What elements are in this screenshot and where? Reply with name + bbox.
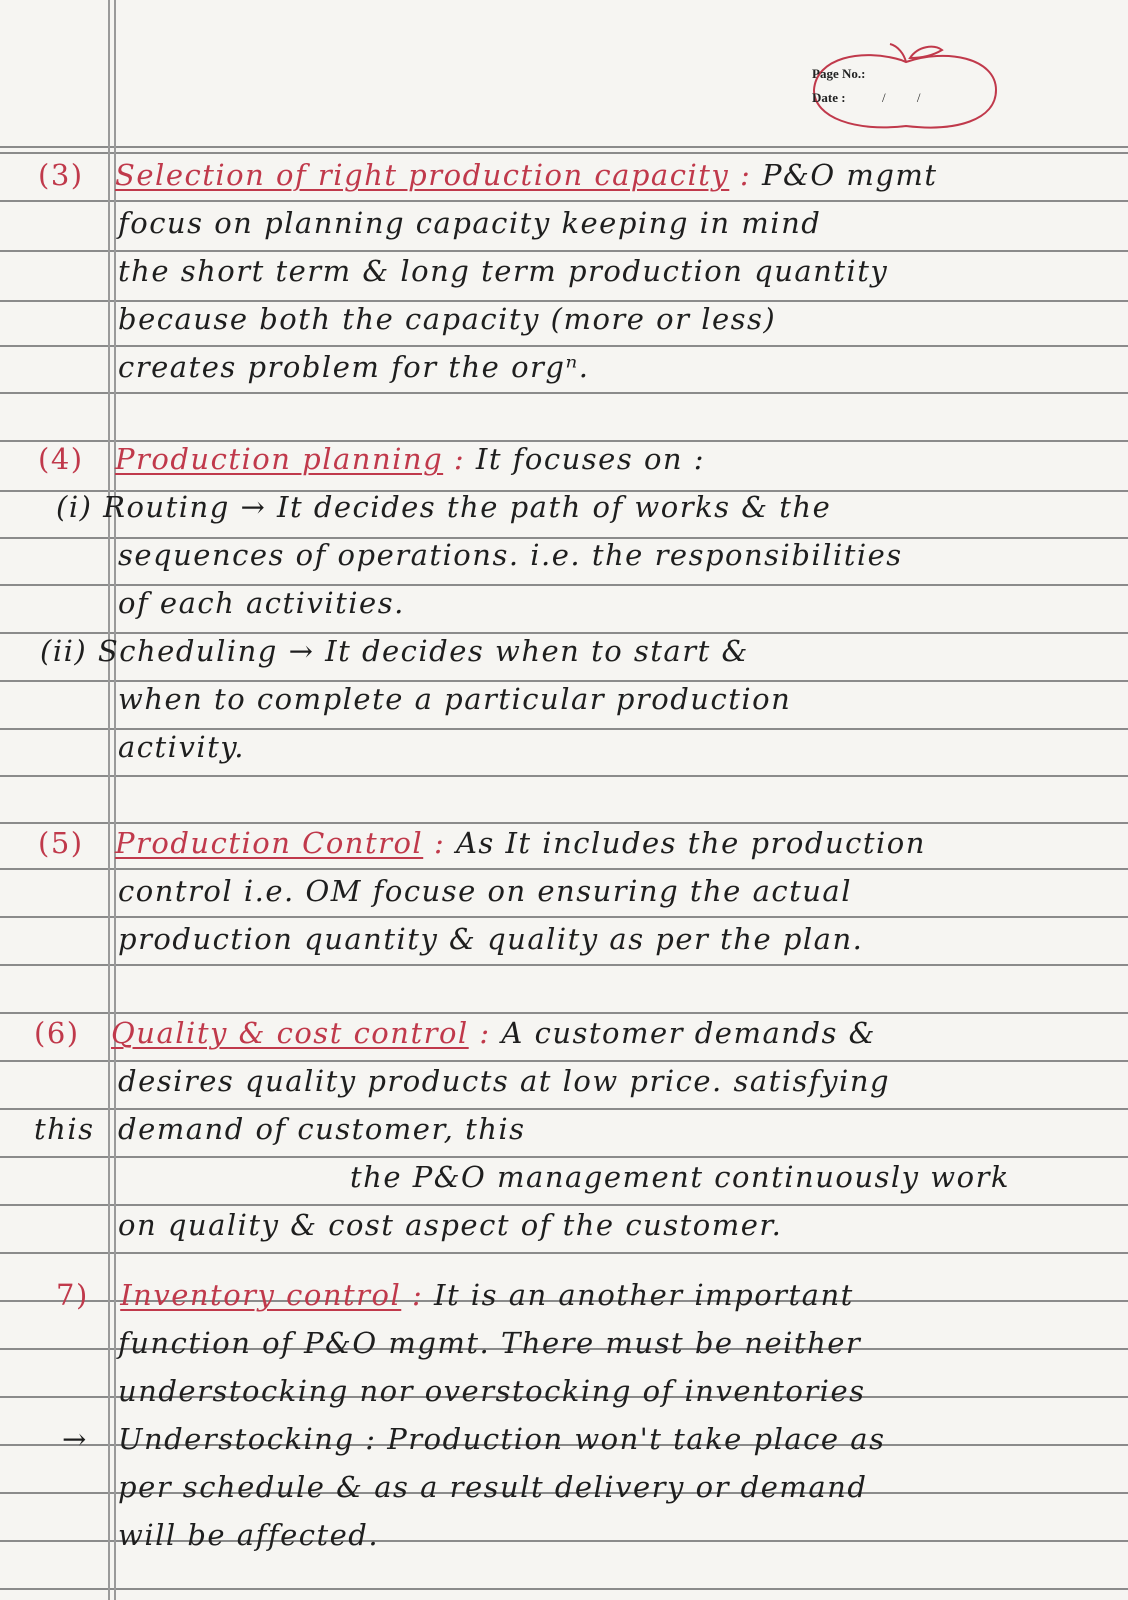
section-6-line-4: the P&O management continuously work bbox=[350, 1160, 1010, 1194]
section-4-line-5: (ii) Scheduling → It decides when to start & bbox=[40, 634, 749, 668]
section-number: (5) bbox=[38, 826, 84, 860]
section-heading: Inventory control bbox=[120, 1278, 402, 1312]
section-6-margin-word: this bbox=[34, 1112, 95, 1146]
margin-line bbox=[114, 0, 116, 1600]
section-7-line-3: understocking nor overstocking of inventories bbox=[118, 1374, 866, 1408]
ruled-line bbox=[0, 200, 1128, 202]
ruled-line bbox=[0, 146, 1128, 148]
apple-outline-icon bbox=[806, 40, 1016, 130]
section-number: 7) bbox=[56, 1278, 89, 1312]
section-number: (6) bbox=[34, 1016, 80, 1050]
section-4-line-1: (4) Production planning : It focuses on : bbox=[38, 442, 706, 476]
ruled-line bbox=[0, 1060, 1128, 1062]
section-heading: Production planning bbox=[115, 442, 444, 476]
section-7-line-4: Understocking : Production won't take place as bbox=[118, 1422, 886, 1456]
section-4-line-4: of each activities. bbox=[118, 586, 405, 620]
section-3-line-2: focus on planning capacity keeping in mind bbox=[118, 206, 822, 240]
ruled-line bbox=[0, 345, 1128, 347]
section-3-line-5: creates problem for the orgⁿ. bbox=[118, 350, 590, 384]
section-7-line-2: function of P&O mgmt. There must be neither bbox=[118, 1326, 862, 1360]
section-7-line-1: 7) Inventory control : It is an another important bbox=[56, 1278, 854, 1312]
section-number: (4) bbox=[38, 442, 84, 476]
ruled-line bbox=[0, 1252, 1128, 1254]
section-3-line-3: the short term & long term production quantity bbox=[118, 254, 889, 288]
section-6-line-2: desires quality products at low price. satisfying bbox=[118, 1064, 891, 1098]
ruled-line bbox=[0, 250, 1128, 252]
ruled-line bbox=[0, 1108, 1128, 1110]
ruled-line bbox=[0, 152, 1128, 154]
section-6-line-3: demand of customer, this bbox=[118, 1112, 526, 1146]
date-label: Date : bbox=[812, 90, 846, 105]
ruled-line bbox=[0, 916, 1128, 918]
section-4-line-7: activity. bbox=[118, 730, 246, 764]
date-value: / / bbox=[882, 90, 935, 105]
page-no-label: Page No.: bbox=[812, 66, 866, 81]
ruled-line bbox=[0, 1156, 1128, 1158]
section-7-line-5: per schedule & as a result delivery or demand bbox=[118, 1470, 868, 1504]
ruled-line bbox=[0, 392, 1128, 394]
section-5-line-1: (5) Production Control : As It includes the production bbox=[38, 826, 926, 860]
section-5-line-3: production quantity & quality as per the plan. bbox=[118, 922, 864, 956]
section-3-line-1: (3) Selection of right production capacity : P&O mgmt bbox=[38, 158, 938, 192]
section-heading: Selection of right production capacity bbox=[115, 158, 730, 192]
ruled-line bbox=[0, 868, 1128, 870]
page-date-stamp bbox=[806, 40, 1016, 130]
margin-line bbox=[108, 0, 110, 1600]
ruled-line bbox=[0, 1588, 1128, 1590]
section-3-line-4: because both the capacity (more or less) bbox=[118, 302, 777, 336]
section-heading: Production Control bbox=[115, 826, 424, 860]
section-number: (3) bbox=[38, 158, 84, 192]
ruled-line bbox=[0, 775, 1128, 777]
ruled-line bbox=[0, 964, 1128, 966]
section-heading: Quality & cost control bbox=[111, 1016, 469, 1050]
section-4-line-6: when to complete a particular production bbox=[118, 682, 792, 716]
ruled-line bbox=[0, 1204, 1128, 1206]
section-5-line-2: control i.e. OM focuse on ensuring the actual bbox=[118, 874, 852, 908]
section-7-line-6: will be affected. bbox=[118, 1518, 380, 1552]
ruled-line bbox=[0, 1012, 1128, 1014]
section-4-line-2: (i) Routing → It decides the path of works & the bbox=[56, 490, 832, 524]
section-7-arrow: → bbox=[62, 1422, 88, 1456]
section-6-line-1: (6) Quality & cost control : A customer demands & bbox=[34, 1016, 876, 1050]
section-6-line-5: on quality & cost aspect of the customer. bbox=[118, 1208, 783, 1242]
ruled-line bbox=[0, 822, 1128, 824]
section-4-line-3: sequences of operations. i.e. the responsibilities bbox=[118, 538, 903, 572]
